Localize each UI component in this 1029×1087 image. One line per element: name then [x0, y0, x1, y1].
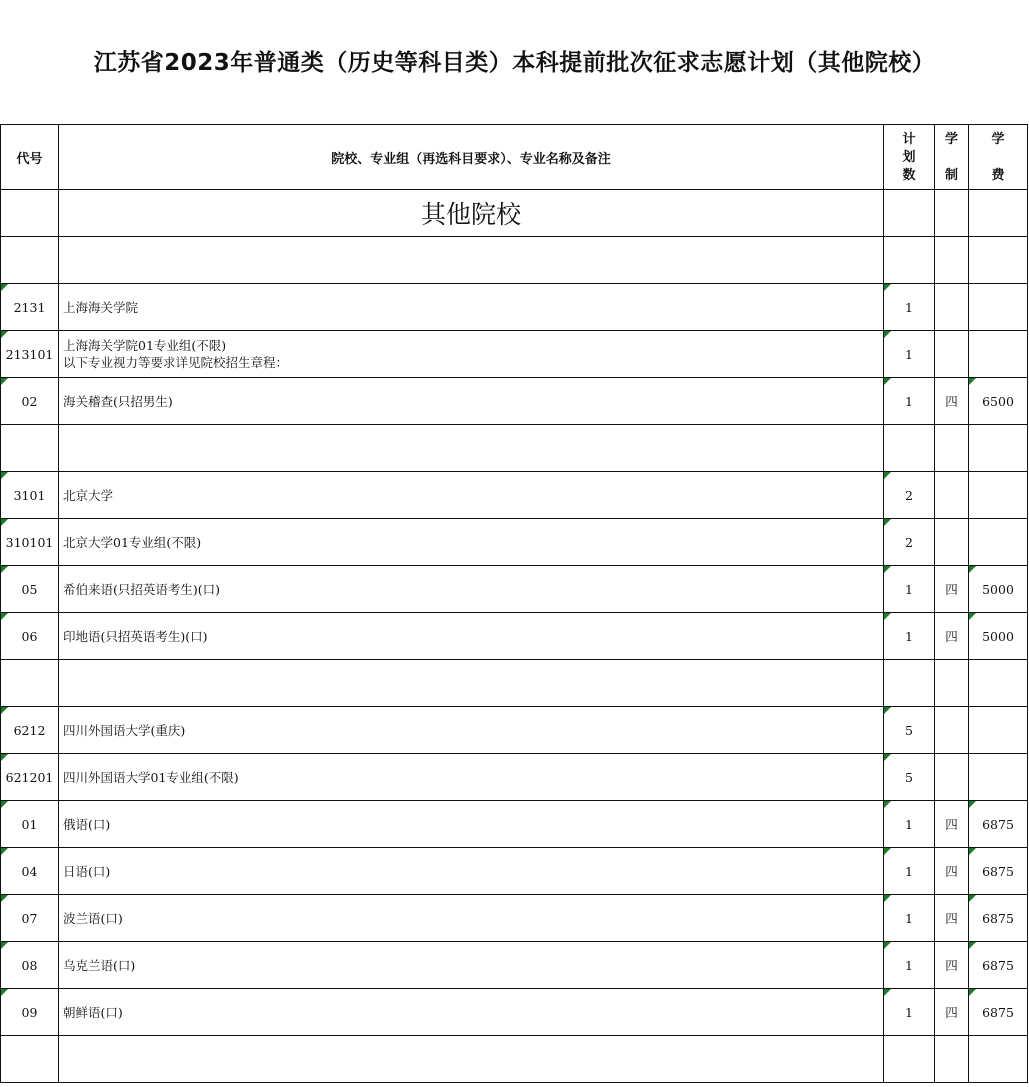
table-row: [1, 801, 1028, 848]
plan-cell: 2: [884, 519, 935, 566]
plan-cell: 5: [884, 754, 935, 801]
name-text: 印地语(只招英语考生)(口): [63, 628, 208, 644]
code-cell: 310101: [1, 519, 59, 566]
duration-cell: [935, 425, 969, 472]
fee-cell: [969, 331, 1028, 378]
header-plan: [884, 125, 935, 190]
code-cell: 07: [1, 895, 59, 942]
name-cell: [59, 942, 884, 989]
section-duration-cell: [935, 190, 969, 237]
name-text: 上海海关学院01专业组(不限): [63, 338, 227, 353]
name-cell: [59, 848, 884, 895]
name-text: 四川外国语大学01专业组(不限): [63, 769, 239, 785]
name-text: 北京大学01专业组(不限): [63, 534, 202, 550]
blank-row: [1, 237, 1028, 284]
name-cell: [59, 895, 884, 942]
blank-row: [1, 425, 1028, 472]
name-cell: [59, 660, 884, 707]
plan-cell: 1: [884, 801, 935, 848]
fee-cell: [969, 237, 1028, 284]
duration-cell: [935, 660, 969, 707]
plan-cell: 1: [884, 989, 935, 1036]
header-duration-char-1: 学: [944, 132, 958, 147]
plan-cell: [884, 660, 935, 707]
code-cell: 01: [1, 801, 59, 848]
name-cell: [59, 425, 884, 472]
section-code-cell: [1, 190, 59, 237]
code-cell: 621201: [1, 754, 59, 801]
table-row: [1, 519, 1028, 566]
header-fee: [969, 125, 1028, 190]
fee-cell: 5000: [969, 613, 1028, 660]
table-row: [1, 331, 1028, 378]
duration-cell: [935, 284, 969, 331]
fee-cell: [969, 472, 1028, 519]
duration-cell: [935, 754, 969, 801]
name-text: 俄语(口): [63, 816, 111, 832]
header-plan-char-3: 数: [902, 168, 916, 183]
fee-cell: 6875: [969, 801, 1028, 848]
header-plan-char-2: 划: [902, 150, 916, 165]
duration-cell: [935, 237, 969, 284]
name-text: 海关稽查(只招男生): [63, 393, 173, 409]
name-cell: [59, 284, 884, 331]
table-row: [1, 566, 1028, 613]
duration-cell: 四: [935, 895, 969, 942]
section-fee-cell: [969, 190, 1028, 237]
plan-cell: 1: [884, 613, 935, 660]
header-row: [1, 125, 1028, 190]
header-fee-char-1: 学: [991, 132, 1005, 147]
name-cell: [59, 754, 884, 801]
duration-cell: 四: [935, 942, 969, 989]
code-cell: 2131: [1, 284, 59, 331]
fee-cell: [969, 1036, 1028, 1083]
header-duration: [935, 125, 969, 190]
duration-cell: 四: [935, 378, 969, 425]
name-text: 日语(口): [63, 863, 111, 879]
table-row: [1, 613, 1028, 660]
duration-cell: [935, 472, 969, 519]
plan-table: [0, 124, 1028, 1083]
code-cell: 09: [1, 989, 59, 1036]
name-text: 北京大学: [63, 487, 114, 503]
plan-cell: 1: [884, 331, 935, 378]
duration-cell: 四: [935, 989, 969, 1036]
plan-cell: 1: [884, 378, 935, 425]
name-text: 波兰语(口): [63, 910, 123, 926]
fee-cell: [969, 425, 1028, 472]
code-cell: [1, 1036, 59, 1083]
duration-cell: [935, 1036, 969, 1083]
table-row: [1, 472, 1028, 519]
name-cell: [59, 1036, 884, 1083]
table-row: [1, 989, 1028, 1036]
code-cell: 02: [1, 378, 59, 425]
code-cell: [1, 237, 59, 284]
header-fee-char-2: 费: [991, 168, 1005, 183]
name-cell: [59, 801, 884, 848]
fee-cell: [969, 660, 1028, 707]
plan-cell: 1: [884, 566, 935, 613]
fee-cell: [969, 754, 1028, 801]
fee-cell: 6875: [969, 989, 1028, 1036]
fee-cell: 5000: [969, 566, 1028, 613]
fee-cell: 6500: [969, 378, 1028, 425]
name-cell: [59, 707, 884, 754]
name-cell: [59, 472, 884, 519]
name-cell: [59, 378, 884, 425]
note-text: 以下专业视力等要求详见院校招生章程：: [63, 355, 289, 370]
blank-row: [1, 660, 1028, 707]
fee-cell: [969, 284, 1028, 331]
fee-cell: 6875: [969, 895, 1028, 942]
code-cell: 3101: [1, 472, 59, 519]
code-cell: 05: [1, 566, 59, 613]
plan-cell: 1: [884, 895, 935, 942]
fee-cell: [969, 707, 1028, 754]
fee-cell: 6875: [969, 942, 1028, 989]
header-code: 代号: [1, 125, 59, 190]
table-row: [1, 284, 1028, 331]
table-row: [1, 378, 1028, 425]
section-title: 其他院校: [59, 190, 884, 237]
code-cell: 06: [1, 613, 59, 660]
code-cell: [1, 660, 59, 707]
name-cell: [59, 566, 884, 613]
name-text: 朝鲜语(口): [63, 1004, 123, 1020]
code-cell: [1, 425, 59, 472]
header-plan-char-1: 计: [902, 132, 916, 147]
name-cell: [59, 519, 884, 566]
section-plan-cell: [884, 190, 935, 237]
duration-cell: 四: [935, 566, 969, 613]
plan-cell: 1: [884, 942, 935, 989]
fee-cell: 6875: [969, 848, 1028, 895]
plan-cell: [884, 425, 935, 472]
header-duration-char-2: 制: [944, 168, 958, 183]
name-cell: [59, 613, 884, 660]
header-name: 院校、专业组（再选科目要求）、专业名称及备注: [59, 125, 884, 190]
code-cell: 08: [1, 942, 59, 989]
blank-row: [1, 1036, 1028, 1083]
duration-cell: 四: [935, 801, 969, 848]
table-row: [1, 848, 1028, 895]
plan-cell: 5: [884, 707, 935, 754]
code-cell: 213101: [1, 331, 59, 378]
plan-cell: 1: [884, 848, 935, 895]
name-text: 上海海关学院: [63, 299, 139, 315]
duration-cell: [935, 707, 969, 754]
name-text: 乌克兰语(口): [63, 957, 136, 973]
plan-cell: 1: [884, 284, 935, 331]
table-row: [1, 942, 1028, 989]
fee-cell: [969, 519, 1028, 566]
section-row: [1, 190, 1028, 237]
table-body: [1, 190, 1028, 1083]
table-row: [1, 754, 1028, 801]
name-cell: [59, 331, 884, 378]
name-cell: [59, 989, 884, 1036]
name-text: 四川外国语大学(重庆): [63, 722, 186, 738]
code-cell: 6212: [1, 707, 59, 754]
code-cell: 04: [1, 848, 59, 895]
table-row: [1, 707, 1028, 754]
plan-cell: [884, 1036, 935, 1083]
table-row: [1, 895, 1028, 942]
plan-cell: [884, 237, 935, 284]
document-title: 江苏省2023年普通类（历史等科目类）本科提前批次征求志愿计划（其他院校）: [93, 50, 936, 76]
duration-cell: 四: [935, 613, 969, 660]
name-text: 希伯来语(只招英语考生)(口): [63, 581, 221, 597]
duration-cell: [935, 331, 969, 378]
duration-cell: 四: [935, 848, 969, 895]
duration-cell: [935, 519, 969, 566]
name-cell: [59, 237, 884, 284]
plan-cell: 2: [884, 472, 935, 519]
